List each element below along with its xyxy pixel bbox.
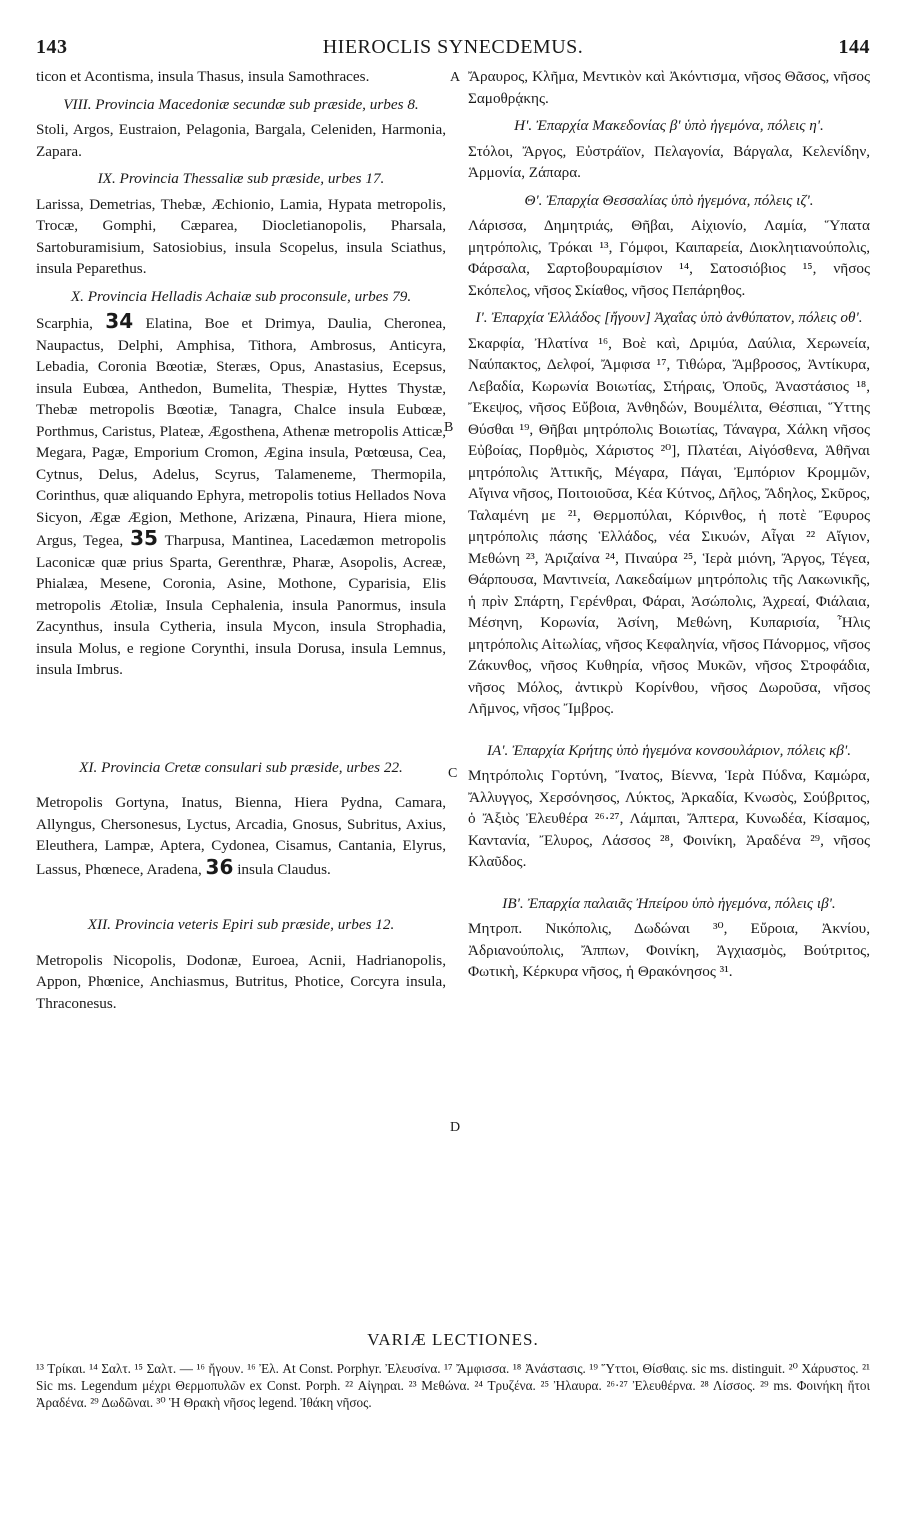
- latin-text: Tharpusa, Mantinea, Lacedæmon metropolis Laconicæ quæ prius Sparta, Gerenthræ, Pharæ, Asopolis, Acreæ, Phialæa, Mesene, Coronia, Asine, Mothone, Cyparisia, Elis metropolis Ætoliæ, Insula Cephalenia, insula Panormus, insula Zacynthus, insula Cytheria, insula Mycon, insula Strophadia, insula Molus, e regione Corynthi, insula Dorusa, insula Lemnus, insula Imbrus.: [36, 532, 447, 678]
- page-marker: 34: [105, 309, 134, 333]
- latin-text: Elatina, Boe et Drimya, Daulia, Cheronea, Naupactus, Delphi, Amphisa, Tithora, Ambrosus, Anticyra, Lebadia, Coronia Bœotiæ, Steræs, Opus, Anastasius, Ecepsus, insula Eubœa, Anthedon, Bumelita, Thespiæ, Hyttes Thystæ, Thebæ metropolis Bœotiæ, Tanagra, Chalce insula Eubœæ, Porthmus, Caristus, Plateæ, Ægosthena, Athenæ metropolis Atticæ, Megara, Pagæ, Emporium Cromon, Ægina insula, Pœtœusa, Cea, Cytnus, Delus, Adelus, Scyrus, Talameneme, Thermopila, Corinthus, quæ aliquando Ephyra, metropolis totius Hellados Nova Sicyon, Ægæ Ægion, Methone, Arizæna, Pinaura, Hiera mione, Argus, Tegea,: [36, 315, 446, 549]
- greek-section-body: Μητροπ. Νικόπολις, Δωδώναι ³⁰, Εὔροια, Ἀκνίου, Ἀδριανούπολις, Ἄππων, Φοινίκη, Ἀγχιασμὸς, Βούτριτος, Φωτικὴ, Κέρκυρα νῆσος, ἡ Θρακόνησος ³¹.: [468, 920, 870, 980]
- greek-section-body: Στόλοι, Ἄργος, Εὐστράϊον, Πελαγονία, Βάργαλα, Κελενίδην, Ἁρμονία, Ζάπαρα.: [468, 142, 870, 181]
- greek-section-body: Μητρόπολις Γορτύνη, Ἴνατος, Βίεννα, Ἱερὰ Πύδνα, Καμώρα, Ἄλλυγγος, Χερσόνησος, Λύκτος, Ἀρκαδία, Κνωσὸς, Σούβριτος, ὁ Ἄξιὸς Ἐλευθέρα ²⁶·²⁷, Λάμπαι, Ἄπτερα, Κυνωδέα, Κίσαμος, Καντανία, Ἔλυρος, Λάσσος ²⁸, Φοινίκη, Ἀραδένα ²⁹, νῆσος Κλαῦδος.: [468, 767, 870, 870]
- margin-letter-b: B: [444, 420, 454, 435]
- margin-letter-d: D: [450, 1120, 461, 1135]
- latin-section-body: Metropolis Nicopolis, Dodonæ, Euroea, Acnii, Hadrianopolis, Appon, Phœnice, Anchiasmus, Butritus, Photice, Corcyra insula, Thraconesus.: [36, 951, 446, 1012]
- page-header: [0, 36, 906, 66]
- variae-lectiones-title: VARIÆ LECTIONES.: [367, 1330, 539, 1349]
- running-title: HIEROCLIS SYNECDEMUS.: [322, 36, 584, 58]
- page-marker: 35: [130, 526, 158, 550]
- greek-section-heading: Ι'. Ἐπαρχία Ἑλλάδος [ἤγουν] Ἀχαΐας ὑπὸ ἀνθύπατον, πόλεις οθ'.: [475, 309, 863, 326]
- latin-section-heading: XI. Provincia Cretæ consulari sub præside, urbes 22.: [79, 758, 403, 776]
- page-number-right: 144: [838, 36, 870, 58]
- latin-text: insula Claudus.: [237, 860, 331, 878]
- greek-section-heading: ΙΑ'. Ἐπαρχία Κρήτης ὑπὸ ἡγεμόνα κονσουλάριον, πόλεις κβ'.: [486, 741, 852, 759]
- greek-section-heading: ΙΒ'. Ἐπαρχία παλαιᾶς Ἠπείρου ὑπὸ ἡγεμόνα, πόλεις ιβ'.: [502, 894, 836, 912]
- latin-section-heading: VIII. Provincia Macedoniæ secundæ sub præside, urbes 8.: [63, 95, 419, 113]
- latin-text: Metropolis Gortyna, Inatus, Bienna, Hiera Pydna, Camara, Allyngus, Chersonesus, Lyctus, Arcadia, Gnosus, Subritus, Axius, Eleuthera, Lampæ, Aptera, Cydonea, Cisamus, Cantania, Elyrus, Lassus, Phœnece, Aradena,: [36, 794, 446, 878]
- greek-column: [468, 66, 870, 989]
- variae-lectiones-notes: ¹³ Τρίκαι. ¹⁴ Σαλτ. ¹⁵ Σαλτ. — ¹⁶ ἤγουν. ¹⁶ Ἐλ. At Const. Porphyr. Ἐλευσίνα. ¹⁷ Ἄμφισσα. ¹⁸ Ἀνάστασις. ¹⁹ Ὕττοι, Θίσθαις. sic ms. distinguit. ²⁰ Χάρυστος. ²¹ Sic ms. Legendum μέχρι Θερμοπυλῶν ex Const. Porph. ²² Αἰγηραι. ²³ Μεθώνα. ²⁴ Τρυζένα. ²⁵ Ἠλαυρα. ²⁶·²⁷ Ἐλευθέρνα. ²⁸ Λίσσος. ²⁹ ms. Φοινήκη ἤτοι Ἀραδένα. ²⁹ Δωδῶναι. ³⁰ Ἡ Θρακὴ νῆσος legend. Ἰθάκη νῆσος.: [36, 1361, 870, 1410]
- latin-section-body: [36, 792, 446, 880]
- greek-section-heading: Η'. Ἐπαρχία Μακεδονίας β' ὑπὸ ἡγεμόνα, πόλεις η'.: [514, 117, 824, 134]
- latin-section-body: Larissa, Demetrias, Thebæ, Æchionio, Lamia, Hypata metropolis, Trocæ, Gomphi, Cæparea, Diocletianopolis, Pharsala, Sartoburamisium, Satosiobius, insula Scopelus, insula Sciathus, insula Peparethus.: [36, 195, 446, 277]
- margin-letter-c: C: [448, 766, 458, 781]
- greek-section-body: Λάρισσα, Δημητριάς, Θῆβαι, Αἰχιονίο, Λαμία, Ὕπατα μητρόπολις, Τρόκαι ¹³, Γόμφοι, Καιπαρεία, Διοκλητιανούπολις, Φάρσαλα, Σαρτοβουραμίσιον ¹⁴, Σατοσιόβιος ¹⁵, νῆσος Σκόπελος, νῆσος Σκίαθος, νῆσος Πεπάρηθος.: [468, 217, 870, 299]
- greek-section-body: Σκαρφία, Ἠλατίνα ¹⁶, Βοὲ καὶ, Δριμύα, Δαύλια, Χερωνεία, Ναύπακτος, Δελφοί, Ἄμφισα ¹⁷, Τιθώρα, Ἄμβροσος, Ἀντίκυρα, Λεβαδία, Κωρωνία Βοιωτίας, Στήραις, Ὀποῦς, Ἀναστάσιος ¹⁸, Ἔκεψος, νῆσος Εὔβοια, Ἀνθηδών, Βουμέλιτα, Θέσπιαι, Ὕττης Θύσθαι ¹⁹, Θῆβαι μητρόπολις Βοιωτίας, Τάναγρα, Χάλκη νῆσος Εὐβοίας, Πορθμὸς, Χάριστος ²⁰], Πλατέαι, Αἰγόσθενα, Ἀθῆναι μητρόπολις Ἀττικῆς, Μέγαρα, Πάγαι, Ἐμπόριον Κρομμῶν, Αἴγινα νῆσος, Ποιτοιοῦσα, Κέα Κύτνος, Δῆλος, Ἄδηλος, Σκῦρος, Ταλαμένη με ²¹, Θερμοπύλαι, Κόρινθος, ἡ ποτὲ Ἔφυρος μητρόπολις πάσης Ἑλλάδος, νέα Σικυών, Αἶγαι ²² Αἴγιον, Μεθώνη ²³, Ἀριζαίνα ²⁴, Πιναύρα ²⁵, Ἱερὰ μιόνη, Ἄργος, Τέγεα, Θάρπουσα, Μαντινεία, Λακεδαίμων μητρόπολις τῆς Λακωνικῆς, ἡ πρὶν Σπάρτη, Γερένθραι, Φάραι, Ἀσώπολις, Ἀχρεαί, Φιάλαια, Μέσηνη, Κορωνία, Ἀσίνη, Μεθώνη, Κυπαρισία, Ἦλις μητρόπολις Αἰτωλίας, νῆσος Κεφαληνία, νῆσος Πάνορμος, νῆσος Ζάκυνθος, νῆσος Κυθηρία, νῆσος Μυκῶν, νῆσος Στροφάδια, νῆσος Μόλος, ἀντικρὺ Κορίνθου, νῆσος Δωροῦσα, νῆσος Λῆμνος, νῆσος Ἴμβρος.: [468, 334, 870, 717]
- latin-section-heading: IX. Provincia Thessaliæ sub præside, urbes 17.: [97, 170, 385, 187]
- page-marker: 36: [205, 854, 234, 879]
- latin-section-heading: X. Provincia Helladis Achaiæ sub proconsule, urbes 79.: [70, 287, 412, 305]
- latin-intro: ticon et Acontisma, insula Thasus, insula Samothraces.: [36, 68, 370, 85]
- greek-intro: Ἄραυρος, Κλῆμα, Μεντικὸν καὶ Ἀκόντισμα, νῆσος Θᾶσος, νῆσος Σαμοθρᾴκης.: [468, 68, 870, 107]
- margin-letter-a: A: [450, 70, 461, 85]
- page-number-left: 143: [36, 36, 68, 58]
- latin-section-body: [36, 311, 446, 681]
- greek-section-heading: Θ'. Ἐπαρχία Θεσσαλίας ὑπὸ ἡγεμόνα, πόλεις ιζ'.: [524, 191, 814, 209]
- latin-column: [36, 66, 446, 1020]
- latin-text: Scarphia,: [36, 315, 93, 332]
- latin-section-body: Stoli, Argos, Eustraion, Pelagonia, Bargala, Celeniden, Harmonia, Zapara.: [36, 121, 446, 160]
- latin-section-heading: XII. Provincia veteris Epiri sub præside, urbes 12.: [87, 916, 395, 933]
